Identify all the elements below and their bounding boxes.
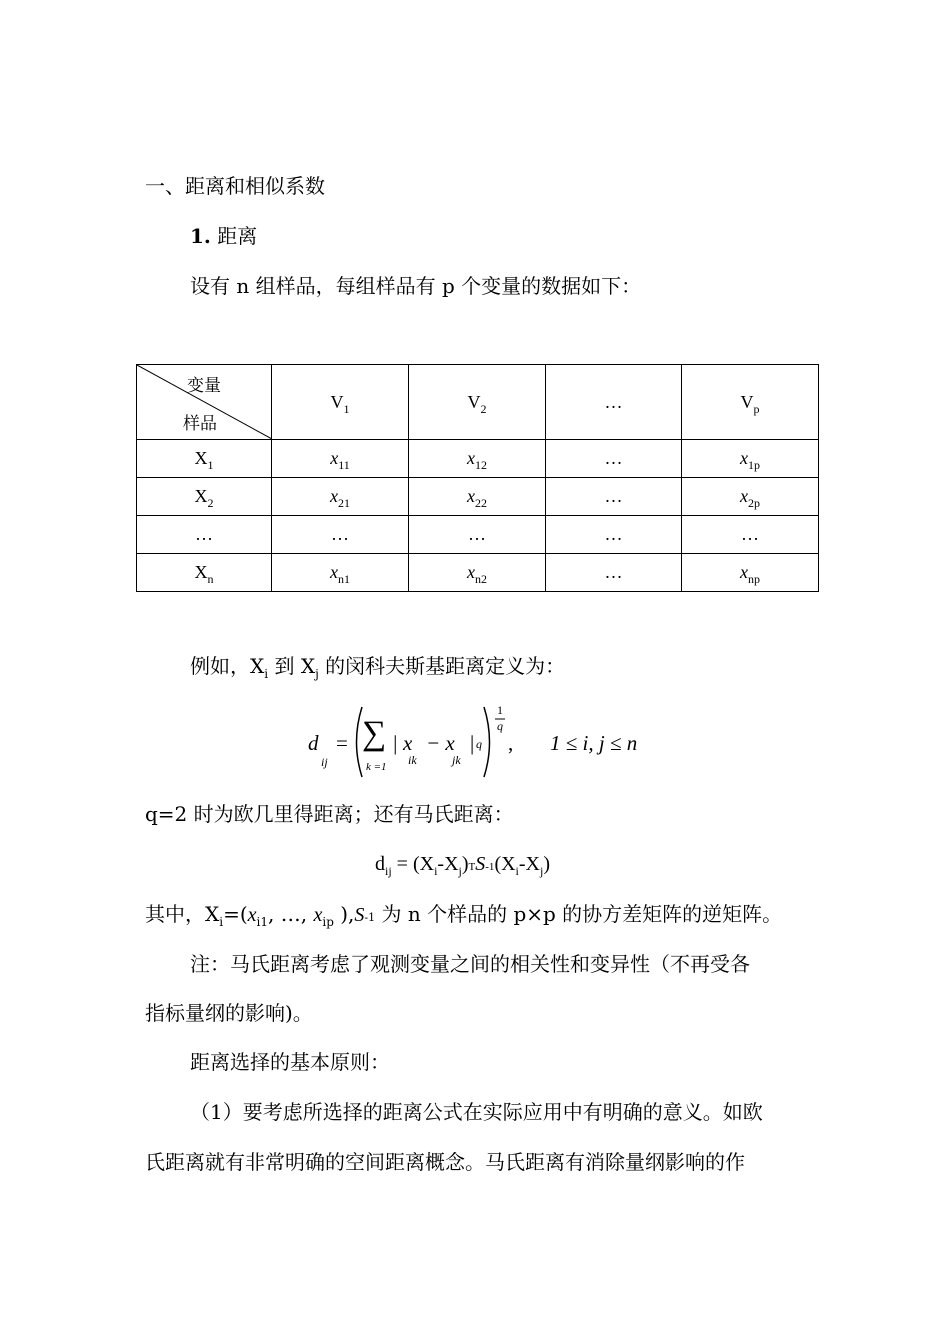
row-label-cell: $X_1$ xyxy=(137,440,272,478)
right-paren-icon xyxy=(482,705,496,779)
table-cell: … xyxy=(682,516,819,554)
minkowski-intro: 例如，$X_i$ 到 $X_j$ 的闵科夫斯基距离定义为： xyxy=(190,654,566,681)
table-header-cell: $V_p$ xyxy=(682,365,819,440)
table-cell: $x_{np}$ xyxy=(682,554,819,592)
formula-q-power: q xyxy=(476,737,482,751)
table-cell: $x_{1p}$ xyxy=(682,440,819,478)
formula-ij-sub: ij xyxy=(321,755,328,769)
table-cell: $x_{11}$ xyxy=(272,440,409,478)
formula-term-xik: | x xyxy=(392,731,413,755)
table-row xyxy=(137,516,819,554)
principle-title: 距离选择的基本原则： xyxy=(190,1050,390,1074)
summation-sign: ∑ xyxy=(362,715,387,752)
intro-paragraph: 设有 n 组样品，每组样品有 p 个变量的数据如下： xyxy=(190,274,642,298)
table-row xyxy=(137,440,819,478)
formula-ik-sub: ik xyxy=(408,753,417,767)
row-label-cell: … xyxy=(137,516,272,554)
table-header-row xyxy=(137,365,819,440)
table-cell: $x_{n1}$ xyxy=(272,554,409,592)
table-cell: $x_{12}$ xyxy=(409,440,546,478)
table-cell: $x_{22}$ xyxy=(409,478,546,516)
table-row xyxy=(137,478,819,516)
table-corner-cell xyxy=(137,365,272,440)
table-header-cell: … xyxy=(546,365,682,440)
table-cell: … xyxy=(409,516,546,554)
exponent-denominator: q xyxy=(497,719,503,733)
table-cell: $x_{2p}$ xyxy=(682,478,819,516)
formula-abs-bar: | xyxy=(470,731,475,755)
table-header-cell: $V_1$ xyxy=(272,365,409,440)
note-line-1: 注：马氏距离考虑了观测变量之间的相关性和变异性（不再受各 xyxy=(190,952,750,976)
mahalanobis-formula: $d_{ij} = (X_i-X_j)TS-1(X_i-X_j)$ xyxy=(375,853,551,878)
table-cell: $x_{n2}$ xyxy=(409,554,546,592)
variable-table xyxy=(136,364,819,592)
corner-label-variable: 变量 xyxy=(187,376,221,396)
formula-term-xjk: − x xyxy=(426,731,455,755)
principle-line-2: 氏距离就有非常明确的空间距离概念。马氏距离有消除量纲影响的作 xyxy=(145,1150,745,1174)
subsection-heading xyxy=(190,222,257,250)
subsection-number: 1. xyxy=(190,224,211,248)
exponent-numerator: 1 xyxy=(497,703,503,717)
table-cell: … xyxy=(546,440,682,478)
formula-equals: = xyxy=(336,731,348,755)
table-cell: $x_{21}$ xyxy=(272,478,409,516)
note-line-2: 指标量纲的影响)。 xyxy=(145,1001,313,1025)
formula-d: d xyxy=(308,731,319,755)
row-label-cell: $X_2$ xyxy=(137,478,272,516)
minkowski-formula xyxy=(300,705,660,785)
subsection-title: 距离 xyxy=(217,224,258,248)
formula-jk-sub: jk xyxy=(452,753,461,767)
row-label-cell: $X_n$ xyxy=(137,554,272,592)
corner-label-sample: 样品 xyxy=(183,414,217,434)
summation-lower-limit: k =1 xyxy=(366,761,387,773)
table-cell: … xyxy=(546,516,682,554)
table-header-cell: $V_2$ xyxy=(409,365,546,440)
principle-line-1: （1）要考虑所选择的距离公式在实际应用中有明确的意义。如欧 xyxy=(190,1100,763,1124)
index-range: 1 ≤ i, j ≤ n xyxy=(550,731,638,755)
where-definition: 其中，$X_i=(x_{i1}$, …, $x_{ip}$ ),S-1 为 n 个样品的 p×p 的协方差矩阵的逆矩阵。 xyxy=(145,902,783,929)
table-cell: … xyxy=(546,478,682,516)
formula-comma: , xyxy=(508,731,514,755)
table-cell: … xyxy=(272,516,409,554)
table-row xyxy=(137,554,819,592)
section-title: 一、距离和相似系数 xyxy=(145,174,325,198)
table-cell: … xyxy=(546,554,682,592)
q2-note: q=2 时为欧几里得距离；还有马氏距离： xyxy=(145,802,514,826)
